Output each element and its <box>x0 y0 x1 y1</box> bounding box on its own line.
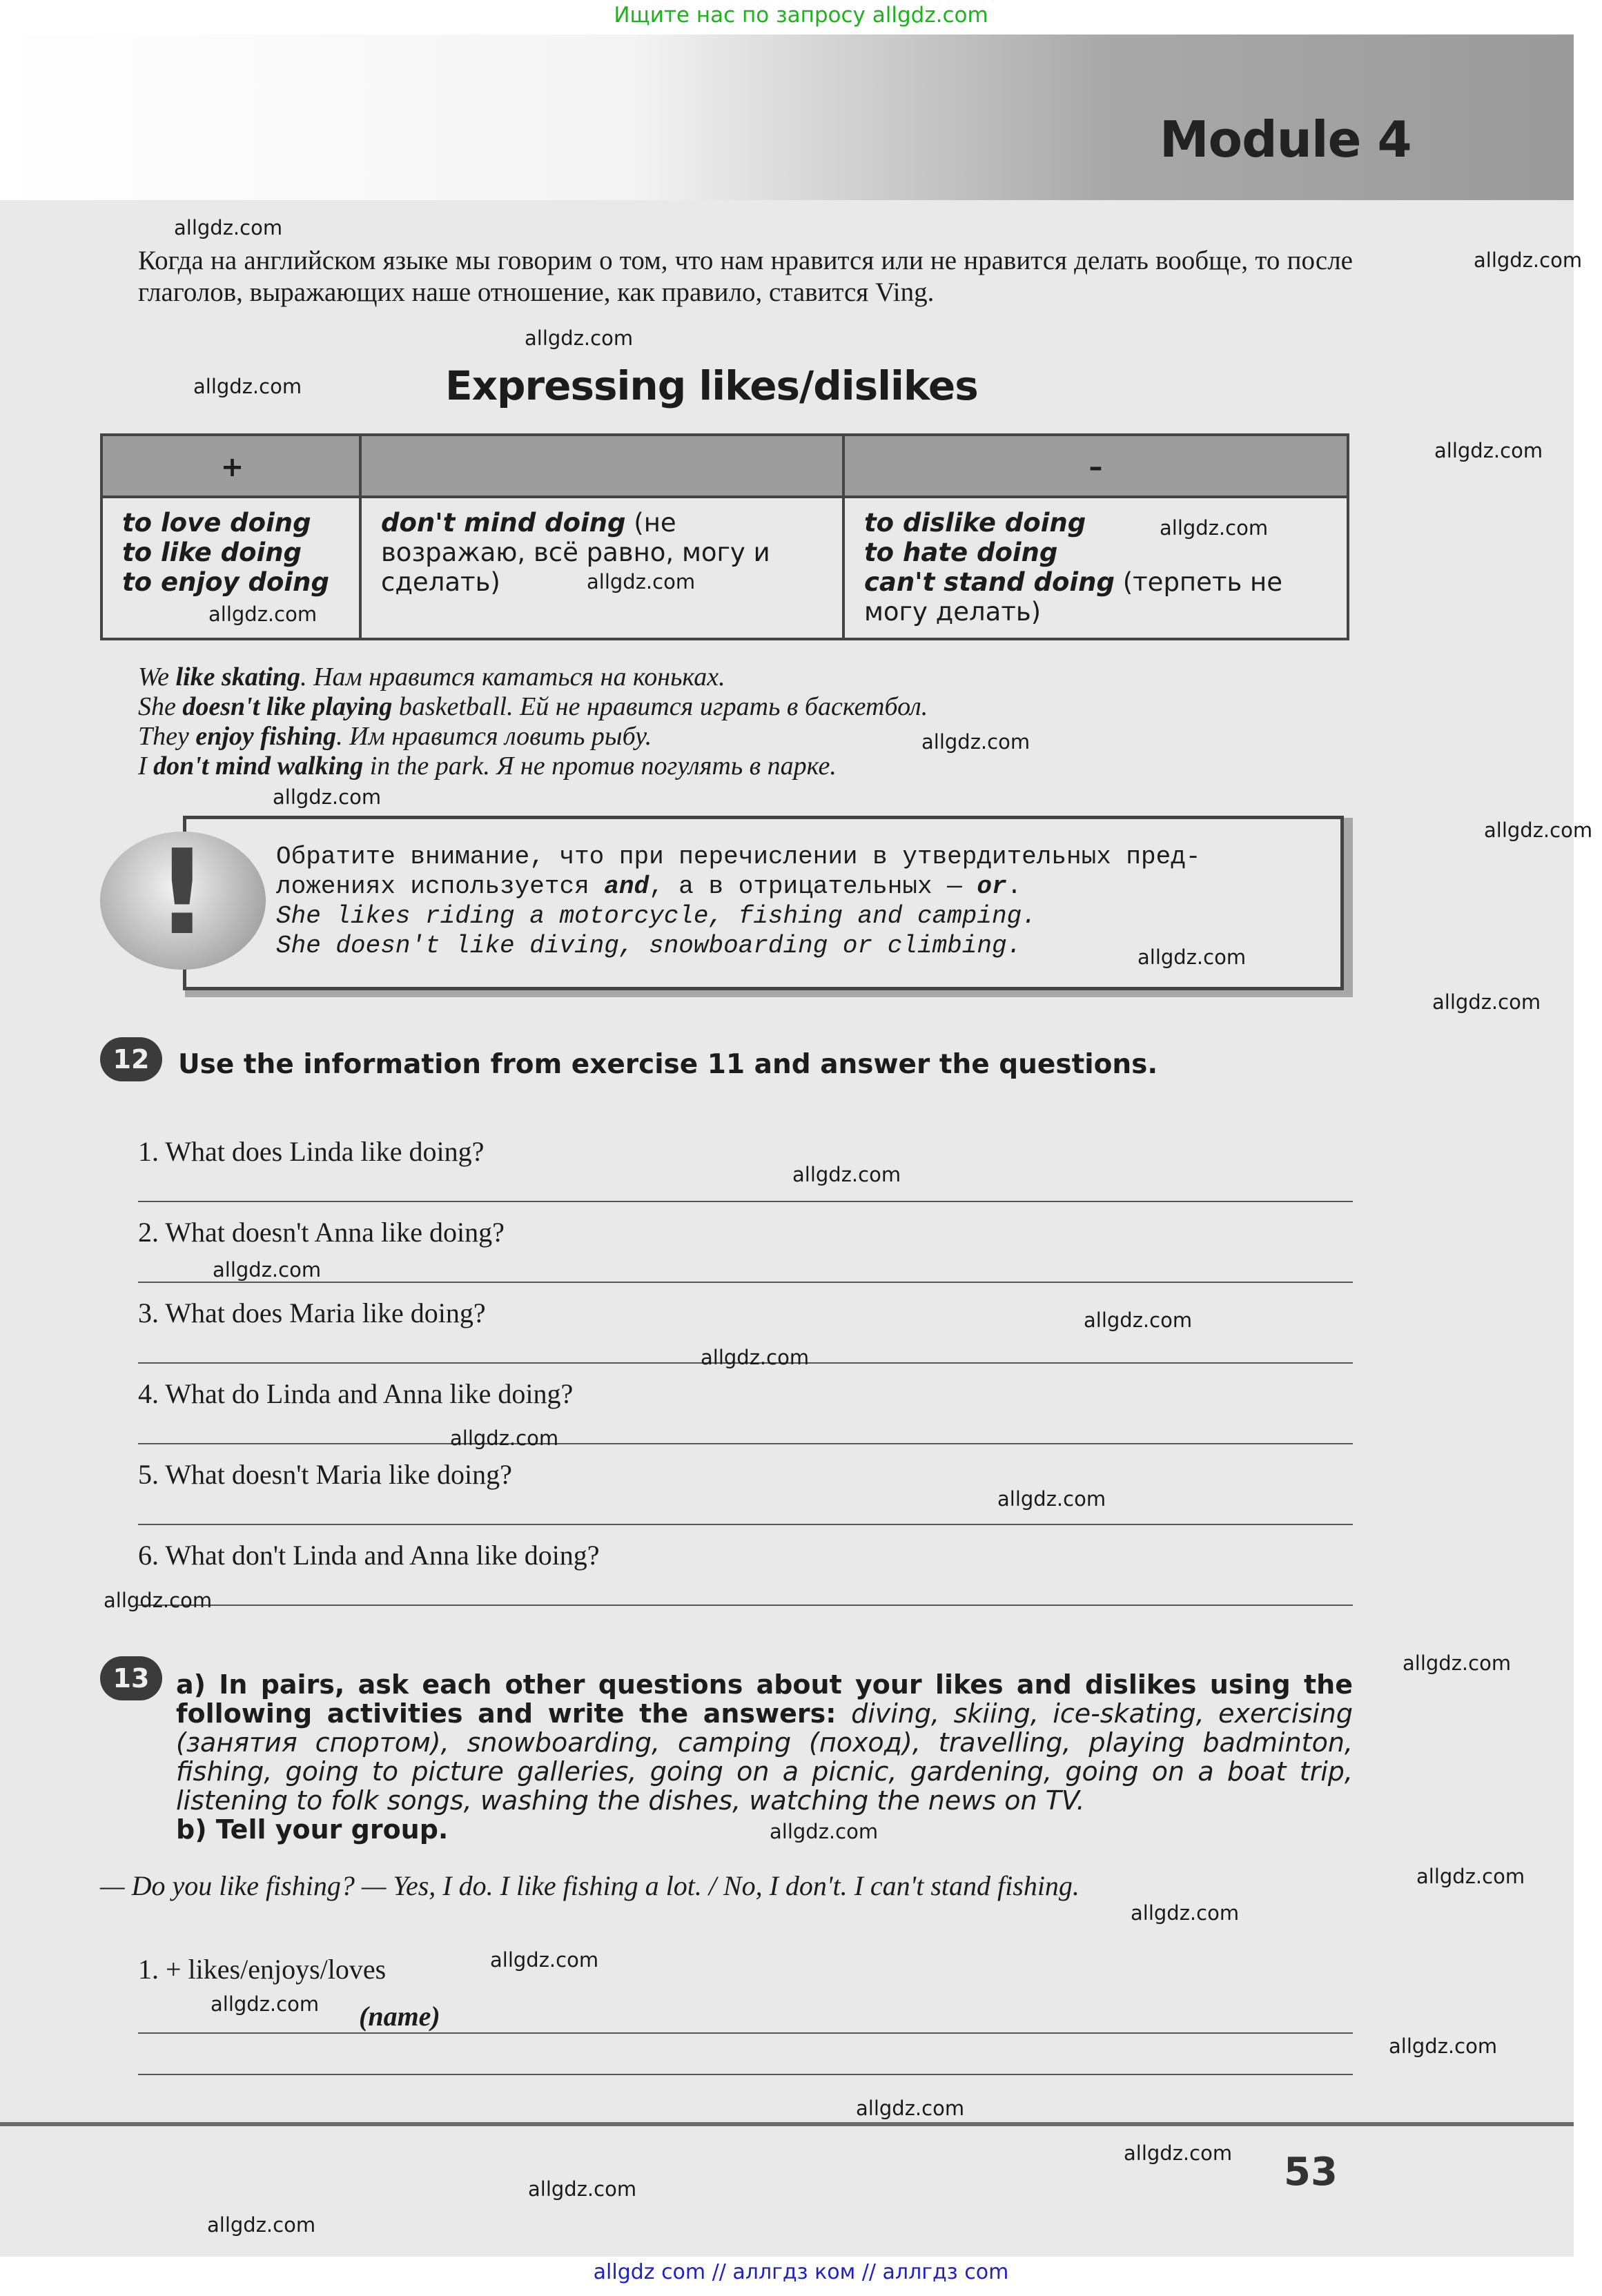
example-line <box>138 752 1353 781</box>
example-verb: doesn't like playing <box>182 692 393 721</box>
example-line <box>138 722 1353 752</box>
watermark: allgdz.com <box>450 1426 559 1450</box>
activities-list: diving, skiing, ice-skating, exercising (занятия спортом), snowboarding, camping (поход), travelling, playing badminton, fishing, going to picture galleries, going on a picnic, gardening, going on a boat trip, listening to folk songs, washing the dishes, watching the news on TV. <box>176 1698 1353 1816</box>
bottom-rule <box>0 2122 1574 2126</box>
question: 1. What does Linda like doing? <box>138 1136 485 1167</box>
exercise-13-instruction <box>176 1670 1353 1844</box>
watermark: allgdz.com <box>1434 439 1543 462</box>
example-verb: like skating <box>175 663 301 691</box>
watermark: allgdz.com <box>997 1487 1106 1511</box>
table-col-minus <box>845 498 1347 640</box>
answer-line[interactable] <box>138 2032 1353 2034</box>
exercise-12-instruction: Use the information from exercise 11 and answer the questions. <box>178 1049 1158 1080</box>
exercise-13-badge: 13 <box>100 1656 162 1700</box>
watermark: allgdz.com <box>193 375 302 398</box>
exclamation-icon: ! <box>155 825 209 961</box>
watermark: allgdz.com <box>1131 1901 1240 1925</box>
examples-block <box>138 663 1353 781</box>
phrase-dont-mind: don't mind doing <box>381 508 626 538</box>
question: 2. What doesn't Anna like doing? <box>138 1217 505 1248</box>
watermark: allgdz.com <box>770 1820 879 1843</box>
watermark: allgdz.com <box>792 1163 901 1186</box>
module-title: Module 4 <box>1160 110 1411 168</box>
example-subject: We <box>138 663 176 691</box>
example-rest: basketball. Ей не нравится играть в баскетбол. <box>392 692 928 721</box>
watermark: allgdz.com <box>525 326 634 350</box>
example-verb: enjoy fishing <box>195 722 337 751</box>
watermark: allgdz.com <box>211 1992 320 2016</box>
phrase-like: to like doing <box>122 538 302 567</box>
table-header-minus: – <box>845 436 1347 498</box>
watermark: allgdz.com <box>208 602 318 626</box>
watermark: allgdz.com <box>1124 2141 1233 2165</box>
phrase-love: to love doing <box>122 508 311 538</box>
answer-line[interactable] <box>138 1201 1353 1202</box>
watermark: allgdz.com <box>1432 990 1541 1014</box>
note-fragment: . <box>1006 872 1022 901</box>
answer-line[interactable] <box>138 2074 1353 2075</box>
answer-line[interactable] <box>138 1524 1353 1525</box>
question: 5. What doesn't Maria like doing? <box>138 1459 512 1490</box>
phrase-cant-stand: can't stand doing <box>864 567 1115 597</box>
phrase-hate: to hate doing <box>864 538 1058 567</box>
watermark: allgdz.com <box>856 2097 965 2120</box>
search-hint-link[interactable]: Ищите нас по запросу allgdz.com <box>614 3 988 28</box>
table-col-neutral <box>362 498 845 640</box>
bottom-links[interactable]: allgdz com // аллгдз ком // аллгдз com <box>593 2260 1009 2284</box>
phrase-dislike: to dislike doing <box>864 508 1086 538</box>
watermark: allgdz.com <box>587 570 696 593</box>
watermark: allgdz.com <box>1403 1651 1512 1675</box>
watermark: allgdz.com <box>701 1346 810 1369</box>
watermark: allgdz.com <box>1389 2034 1498 2058</box>
phrase-dont-mind-translation: (не возражаю, всё равно, могу и сделать) <box>381 508 770 597</box>
watermark: allgdz.com <box>207 2213 316 2237</box>
watermark: allgdz.com <box>921 730 1030 754</box>
exercise-13-part-b: b) Tell your group. <box>176 1814 449 1845</box>
answer-line[interactable] <box>138 1443 1353 1444</box>
question: 3. What does Maria like doing? <box>138 1297 486 1328</box>
intro-paragraph: Когда на английском языке мы говорим о том, что нам нравится или не нравится делать вообще, то после глаголов, выражающих наше отношение, как правило, ставится Ving. <box>138 246 1353 307</box>
exercise-13-part-a: a) In pairs, ask each other questions about your likes and dislikes using the following activities and write the answers: <box>176 1669 1353 1729</box>
phrase-enjoy: to enjoy doing <box>122 567 329 597</box>
page-edge <box>1574 35 1602 2257</box>
note-text <box>276 842 1332 961</box>
example-line <box>138 692 1353 722</box>
example-subject: I <box>138 752 154 781</box>
note-example: She likes riding a motorcycle, fishing and camping. <box>276 902 1037 930</box>
watermark: allgdz.com <box>1137 945 1247 969</box>
watermark: allgdz.com <box>1416 1865 1525 1888</box>
example-line <box>138 663 1353 692</box>
watermark: allgdz.com <box>104 1589 213 1612</box>
watermark: allgdz.com <box>174 216 283 239</box>
watermark: allgdz.com <box>1484 818 1593 842</box>
note-line: Обратите внимание, что при перечислении в утвердительных пред- <box>276 843 1201 871</box>
note-keyword-and: and <box>604 872 649 901</box>
table-header-neutral <box>362 436 845 498</box>
watermark: allgdz.com <box>1474 248 1583 272</box>
note-fragment: ложениях используется <box>276 872 605 901</box>
watermark: allgdz.com <box>528 2177 637 2201</box>
note-example: She doesn't like diving, snowboarding or climbing. <box>276 932 1022 960</box>
table-header-plus: + <box>103 436 362 498</box>
answer-line[interactable] <box>138 1605 1353 1606</box>
example-subject: She <box>138 692 183 721</box>
section-title: Expressing likes/dislikes <box>445 362 978 409</box>
watermark: allgdz.com <box>213 1258 322 1282</box>
watermark: allgdz.com <box>1084 1308 1193 1332</box>
exercise-12-badge: 12 <box>100 1037 162 1081</box>
name-hint: (name) <box>359 2001 440 2032</box>
watermark: allgdz.com <box>273 785 382 809</box>
note-line <box>276 872 1332 901</box>
question: 4. What do Linda and Anna like doing? <box>138 1378 574 1409</box>
answer-line[interactable] <box>138 1282 1353 1283</box>
example-dialog: — Do you like fishing? — Yes, I do. I like fishing a lot. / No, I don't. I can't stand fishing. <box>100 1870 1080 1901</box>
example-rest: in the park. Я не против погулять в парке. <box>363 752 837 781</box>
example-rest: . Нам нравится кататься на коньках. <box>300 663 725 691</box>
watermark: allgdz.com <box>490 1948 599 1972</box>
example-verb: don't mind walking <box>153 752 364 781</box>
note-fragment: , а в отрицательных — <box>649 872 977 901</box>
phrase-cant-stand-translation: (терпеть не могу делать) <box>864 567 1282 627</box>
question: 6. What don't Linda and Anna like doing? <box>138 1540 600 1571</box>
note-keyword-or: or <box>977 872 1007 901</box>
watermark: allgdz.com <box>1160 516 1269 540</box>
answer-item-1: 1. + likes/enjoys/loves <box>138 1954 387 1985</box>
example-rest: . Им нравится ловить рыбу. <box>336 722 652 751</box>
page-number: 53 <box>1284 2150 1338 2195</box>
example-subject: They <box>138 722 196 751</box>
